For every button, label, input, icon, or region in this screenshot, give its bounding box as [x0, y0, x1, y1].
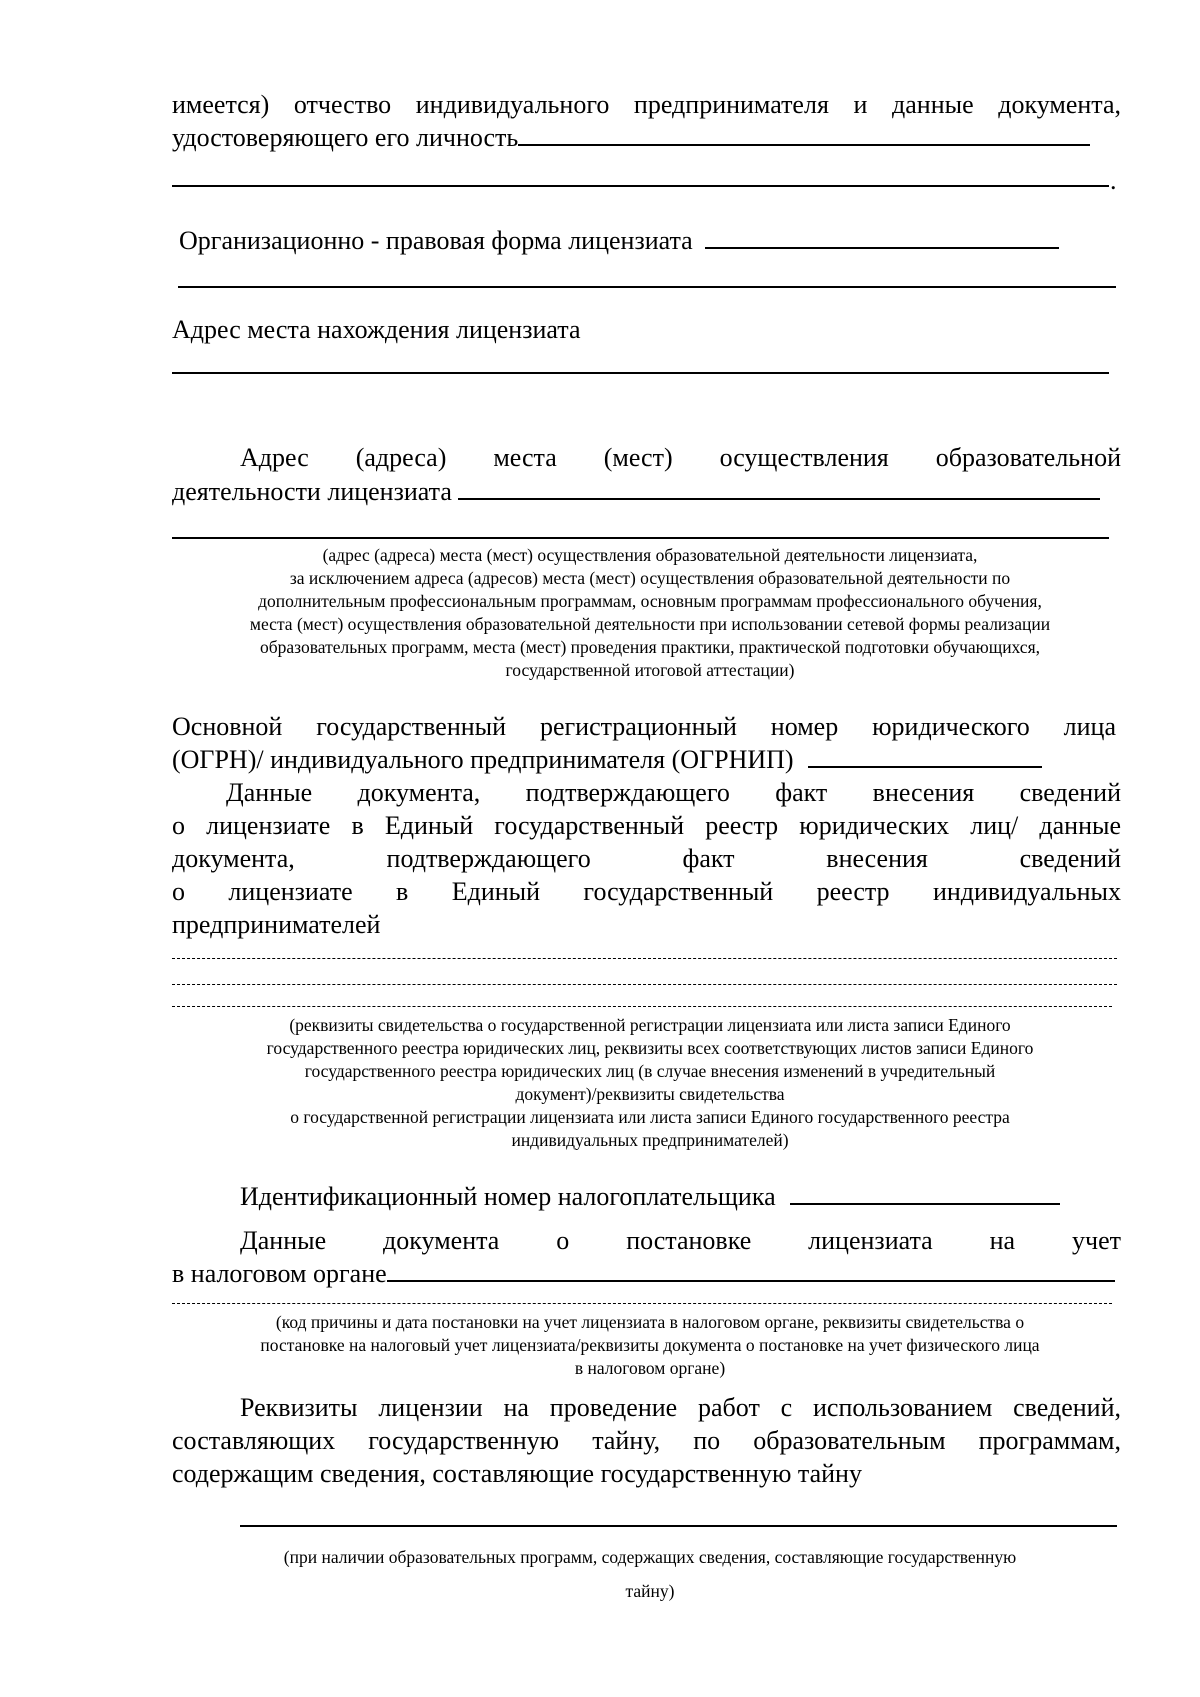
note-line: государственного реестра юридических лиц (в случае внесения изменений в учредительный: [304, 1061, 996, 1081]
note-line: (при наличии образовательных программ, содержащих сведения, составляющие государственную: [283, 1547, 1017, 1567]
note-line: места (мест) осуществления образовательной деятельности при использовании сетевой формы реализации: [249, 614, 1051, 634]
text-line: Реквизиты лицензии на проведение работ с использованием сведений,: [240, 1393, 1121, 1422]
period-mark: .: [1110, 166, 1117, 195]
note-line: дополнительным профессиональным программам, основным программам профессионального обучения,: [258, 591, 1042, 611]
text-line: Данные документа, подтверждающего факт внесения сведений: [226, 778, 1121, 807]
text-line: [172, 743, 1121, 777]
text-line: Адрес (адреса) места (мест) осуществления образовательной: [240, 443, 1121, 472]
fill-line[interactable]: [172, 372, 1109, 374]
fill-line[interactable]: [178, 286, 1116, 288]
note-line: (реквизиты свидетельства о государственной регистрации лицензиата или листа записи Единого: [289, 1015, 1011, 1035]
note-line: (код причины и дата постановки на учет лицензиата в налоговом органе, реквизиты свидетельства о: [275, 1312, 1025, 1332]
note-line: государственной итоговой аттестации): [505, 660, 795, 680]
fill-line[interactable]: [172, 958, 1117, 959]
text-line: [172, 475, 1121, 509]
text-line: предпринимателей: [172, 910, 381, 939]
field-label: удостоверяющего его личность: [172, 123, 519, 152]
text-line: о лицензиате в Единый государственный реестр юридических лиц/ данные: [172, 811, 1121, 840]
fill-line[interactable]: [790, 1183, 1060, 1205]
fill-line[interactable]: [240, 1525, 1117, 1527]
note-line: документ)/реквизиты свидетельства: [515, 1084, 785, 1104]
text-line: документа, подтверждающего факт внесения сведений: [172, 844, 1121, 873]
fill-line[interactable]: [172, 1303, 1112, 1304]
fill-line[interactable]: [172, 1006, 1112, 1007]
text-line: [179, 224, 1128, 258]
text-line: [172, 1257, 1121, 1291]
note-line: индивидуальных предпринимателей): [511, 1130, 789, 1150]
text-line: имеется) отчество индивидуального предпринимателя и данные документа,: [172, 90, 1121, 119]
note-line: постановке на налоговый учет лицензиата/реквизиты документа о постановке на учет физического лица: [260, 1335, 1040, 1355]
fill-line[interactable]: [458, 478, 1100, 500]
text-line: [240, 1180, 1189, 1214]
note-line: в налоговом органе): [574, 1358, 726, 1378]
note-line: тайну): [625, 1581, 675, 1601]
fill-line[interactable]: [172, 537, 1109, 539]
fill-line[interactable]: [518, 124, 1090, 146]
field-label: Организационно - правовая форма лицензиата: [179, 226, 693, 255]
fill-line[interactable]: [172, 984, 1117, 985]
field-label: деятельности лицензиата: [172, 477, 452, 506]
fill-line[interactable]: [387, 1260, 1115, 1282]
text-line: составляющих государственную тайну, по образовательным программам,: [172, 1426, 1121, 1455]
note-line: образовательных программ, места (мест) проведения практики, практической подготовки обучающихся,: [259, 637, 1040, 657]
fill-line[interactable]: [808, 746, 1042, 768]
text-line: содержащим сведения, составляющие государственную тайну: [172, 1459, 862, 1488]
note-line: за исключением адреса (адресов) места (мест) осуществления образовательной деятельности по: [289, 568, 1011, 588]
note-line: (адрес (адреса) места (мест) осуществления образовательной деятельности лицензиата,: [322, 545, 978, 565]
text-line: Основной государственный регистрационный номер юридического лица: [172, 712, 1116, 741]
fill-line[interactable]: [705, 227, 1059, 249]
fill-line[interactable]: [172, 185, 1109, 187]
field-label: (ОГРН)/ индивидуального предпринимателя (ОГРНИП): [172, 745, 794, 774]
field-label: в налоговом органе: [172, 1259, 387, 1288]
field-label: Адрес места нахождения лицензиата: [172, 315, 581, 344]
note-line: государственного реестра юридических лиц, реквизиты всех соответствующих листов записи Единого: [266, 1038, 1034, 1058]
text-line: [172, 121, 1121, 155]
text-line: Данные документа о постановке лицензиата на учет: [240, 1226, 1121, 1255]
field-label: Идентификационный номер налогоплательщика: [240, 1182, 776, 1211]
note-line: о государственной регистрации лицензиата или листа записи Единого государственного реестра: [290, 1107, 1010, 1127]
text-line: о лицензиате в Единый государственный реестр индивидуальных: [172, 877, 1121, 906]
